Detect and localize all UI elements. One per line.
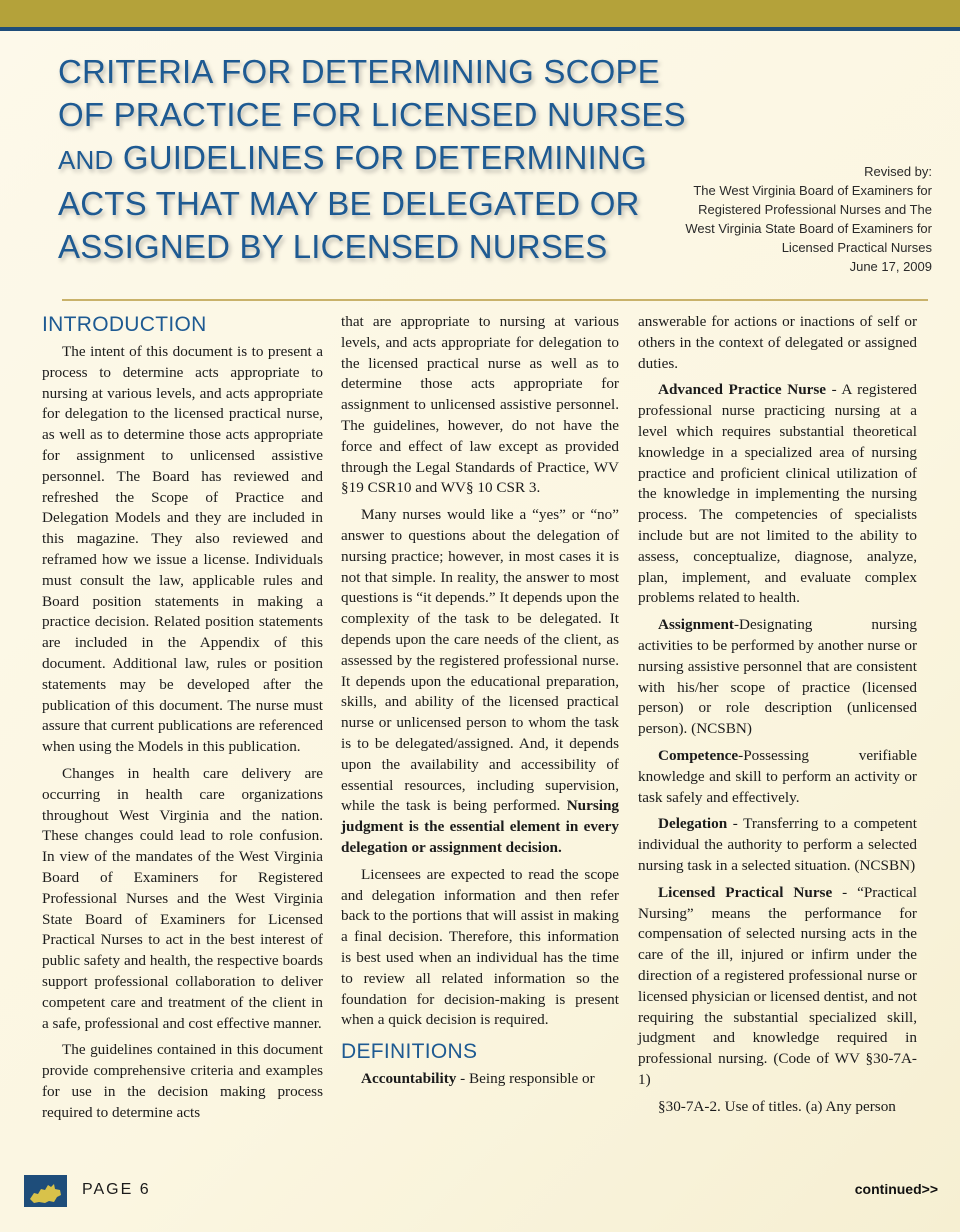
intro-paragraph-3: The guidelines contained in this document provide comprehensive criteria and examples for use in the decision making process required to determine acts — [42, 1041, 323, 1121]
column-2 — [341, 312, 619, 1096]
intro-paragraph-5: Licensees are expected to read the scope and delegation information and then refer back to the portions that will assist in making a final decision. Therefore, this information is best used when an individual has the time to review all related information so the foundation for decision-making is present when a quick decision is required. — [341, 865, 619, 1029]
definition-accountability — [341, 1069, 619, 1090]
definition-delegation — [638, 814, 917, 876]
revised-line-1: Revised by: — [864, 164, 932, 179]
intro-paragraph-2: Changes in health care delivery are occurring in health care organizations throughout West Virginia and the nation. These changes could lead to role confusion. In view of the mandates of the West Virginia Board of Examiners for Registered Professional Nurses and the West Virginia State Board of Examiners for Licensed Practical Nurses to act in the best interest of public safety and health, the respective boards support professional collaboration to deliver competent care and treatment of the client in a safe, professional and cost effective manner. — [42, 764, 323, 1032]
lpn-text: - “Practical Nursing” means the performance for compensation of selected nursing acts in the care of the ill, injured or infirm under the direction of a registered professional nurse or licensed physician or licensed dentist, and not requiring the substantial specialized skill, judgment and knowledge required in professional nursing. (Code of WV §30-7A-1) — [638, 883, 917, 1088]
top-gold-bar — [0, 0, 960, 27]
revised-line-5: Licensed Practical Nurses — [781, 240, 932, 255]
revision-note — [632, 162, 932, 276]
definition-assignment — [638, 615, 917, 740]
intro-paragraph-4-text: Many nurses would like a “yes” or “no” answer to questions about the delegation of nursing practice; however, in most cases it is not that simple. In reality, the answer to most questions is “it depends.” It depends upon the complexity of the task to be delegated. It depends upon the care needs of the client, as assessed by the registered professional nurse. It depends upon the educational preparation, skills, and ability of the licensed practical nurse or unlicensed person to whom the task is to be delegated/assigned. And, it depends upon the availability and accessibility of essential resources, including supervision, while the task is being performed. — [341, 506, 619, 815]
term-accountability: Accountability — [361, 1070, 457, 1088]
revised-line-4: West Virginia State Board of Examiners for — [685, 221, 932, 236]
continued-indicator: continued>> — [854, 1181, 938, 1197]
introduction-heading: INTRODUCTION — [42, 313, 207, 336]
revised-line-2: The West Virginia Board of Examiners for — [693, 183, 932, 198]
top-navy-rule — [0, 27, 960, 31]
definition-licensed-practical-nurse — [638, 883, 917, 1091]
title-line-4: ACTS THAT MAY BE DELEGATED OR — [58, 185, 640, 222]
accountability-text: - Being responsible or — [456, 1070, 595, 1088]
title-line-3 — [58, 136, 678, 182]
delegation-text: - Transferring to a competent individual the authority to perform a selected nursing task in a selected situation. (NCSBN) — [638, 815, 917, 874]
revised-date: June 17, 2009 — [849, 259, 932, 274]
term-licensed-practical-nurse: Licensed Practical Nurse — [658, 883, 833, 901]
intro-paragraph-4 — [341, 505, 619, 859]
definition-use-of-titles: §30-7A-2. Use of titles. (a) Any person — [658, 1097, 896, 1115]
intro-paragraph-3-continued: that are appropriate to nursing at various levels, and acts appropriate for delegation to the licensed practical nurse as well as to determine those acts appropriate for assignment to unlicensed assistive personnel. The guidelines, however, do not have the force and effect of law except as provided through the Legal Standards of Practice, WV §19 CSR10 and WV§ 10 CSR 3. — [341, 313, 619, 497]
definition-advanced-practice-nurse — [638, 380, 917, 609]
accountability-continued: answerable for actions or inactions of self or others in the context of delegated or assigned duties. — [638, 313, 917, 372]
west-virginia-logo-icon — [24, 1175, 67, 1207]
definitions-heading: DEFINITIONS — [341, 1040, 478, 1064]
column-1 — [42, 312, 323, 1129]
assignment-text: -Designating nursing activities to be performed by another nurse or nursing assistive personnel that are consistent with his/her scope of practice (licensed person) or role description (unlicensed person). (NCSBN) — [638, 616, 917, 738]
title-line-1: CRITERIA FOR DETERMINING SCOPE — [58, 53, 660, 90]
apn-text: - A registered professional nurse practicing nursing at a level which requires substantial theoretical knowledge in a specialized area of nursing practice and proficient clinical utilization of the knowledge in implementing the nursing process. The competencies of specialists include but are not limited to the ability to assess, conceptualize, diagnose, analyze, plan, implement, and evaluate complex problems related to health. — [638, 381, 917, 607]
title-line-3-text: GUIDELINES FOR DETERMINING — [122, 139, 647, 176]
nursing-judgment-emphasis: Nursing judgment is the essential element in every delegation or assignment decision. — [341, 797, 620, 856]
term-competence: Competence — [658, 746, 739, 764]
term-advanced-practice-nurse: Advanced Practice Nurse — [658, 381, 827, 399]
page-number: PAGE 6 — [82, 1181, 151, 1198]
competence-text: -Possessing verifiable knowledge and skill to perform an activity or task safely and effectively. — [638, 746, 917, 806]
term-delegation: Delegation — [658, 815, 728, 833]
revised-line-3: Registered Professional Nurses and The — [698, 202, 932, 217]
title-line-2: OF PRACTICE FOR LICENSED NURSES — [58, 96, 686, 133]
title-line-5: ASSIGNED BY LICENSED NURSES — [58, 228, 608, 265]
term-assignment: Assignment — [658, 616, 734, 634]
title-and: AND — [58, 145, 114, 175]
header-divider — [62, 299, 928, 301]
document-title — [58, 50, 686, 268]
definition-competence — [638, 746, 917, 808]
intro-paragraph-1: The intent of this document is to present a process to determine acts appropriate to nursing at various levels, and acts appropriate for delegation to the licensed practical nurse, as well as to determine those acts appropriate for assignment to unlicensed assistive personnel. The Board has reviewed and refreshed the Scope of Practice and Delegation Models and they are included in this magazine. They also reviewed and reframed how we issue a license. Individuals must consult the law, applicable rules and Board position statements in making a practice decision. Related position statements are included in the Appendix of this document. Additional law, rules or position statements may be developed after the publication of this document. The nurse must assure that current publications are referenced when using the Models in this publication. — [42, 343, 323, 756]
column-3 — [638, 312, 917, 1123]
